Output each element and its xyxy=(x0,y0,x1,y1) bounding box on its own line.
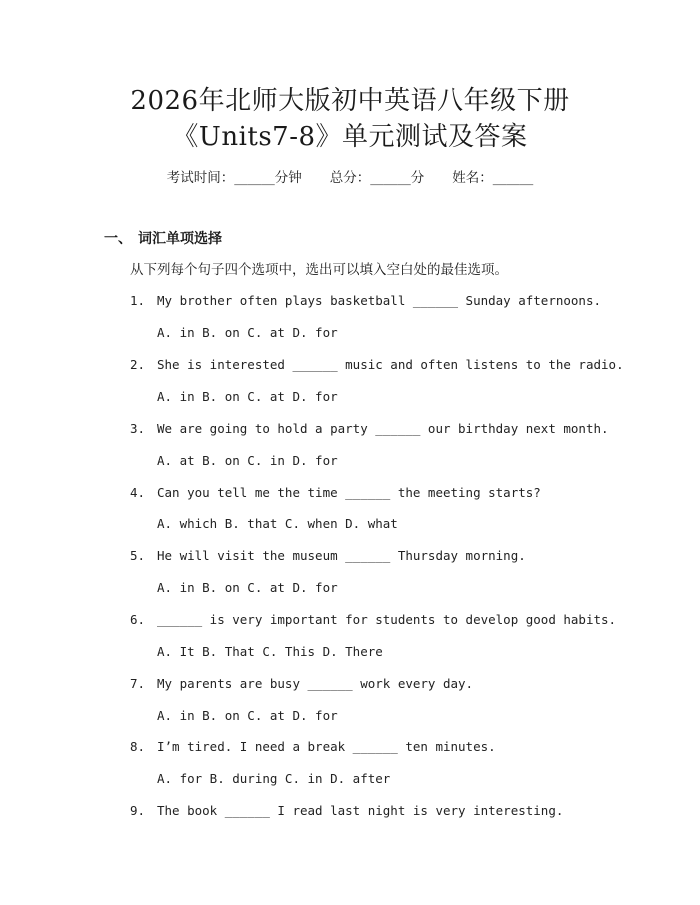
question-6-options: A. It B. That C. This D. There xyxy=(157,644,383,659)
question-number: 5. xyxy=(130,548,146,563)
question-5-options: A. in B. on C. at D. for xyxy=(157,580,338,595)
question-text: My parents are busy ______ work every day. xyxy=(157,676,474,691)
question-2-options: A. in B. on C. at D. for xyxy=(157,389,338,404)
question-1-options: A. in B. on C. at D. for xyxy=(157,325,338,340)
question-8-options: A. for B. during C. in D. after xyxy=(157,771,391,786)
question-text: The book ______ I read last night is very interesting. xyxy=(157,803,564,818)
question-text: I’m tired. I need a break ______ ten minutes. xyxy=(157,739,496,754)
question-number: 9. xyxy=(130,803,146,818)
question-2 xyxy=(130,356,624,374)
section-number: 一、 xyxy=(104,231,132,247)
question-number: 6. xyxy=(130,612,146,627)
question-text: My brother often plays basketball ______ Sunday afternoons. xyxy=(157,293,602,308)
question-6 xyxy=(130,611,616,629)
exam-time-field: 考试时间：______分钟 xyxy=(166,170,302,186)
question-text: Can you tell me the time ______ the meeting starts? xyxy=(157,485,541,500)
question-text: She is interested ______ music and often listens to the radio. xyxy=(157,357,624,372)
question-4-options: A. which B. that C. when D. what xyxy=(157,516,398,531)
question-number: 1. xyxy=(130,293,146,308)
question-text: He will visit the museum ______ Thursday morning. xyxy=(157,548,526,563)
question-7-options: A. in B. on C. at D. for xyxy=(157,708,338,723)
question-5 xyxy=(130,547,526,565)
total-score-field: 总分：______分 xyxy=(329,170,425,186)
document-title-line2: 《Units7-8》单元测试及答案 xyxy=(172,122,528,152)
question-8 xyxy=(130,738,496,756)
question-4 xyxy=(130,484,541,502)
section-heading xyxy=(104,229,222,249)
question-number: 2. xyxy=(130,357,146,372)
question-9 xyxy=(130,802,563,820)
question-number: 7. xyxy=(130,676,146,691)
student-name-field: 姓名：______ xyxy=(452,170,534,186)
exam-info xyxy=(0,168,700,188)
section-instruction: 从下列每个句子四个选项中，选出可以填入空白处的最佳选项。 xyxy=(130,262,508,278)
question-number: 8. xyxy=(130,739,146,754)
question-3 xyxy=(130,420,609,438)
question-7 xyxy=(130,675,473,693)
question-1 xyxy=(130,292,601,310)
question-text: ______ is very important for students to develop good habits. xyxy=(157,612,617,627)
document-title-line1: 2026年北师大版初中英语八年级下册 xyxy=(130,86,570,116)
question-text: We are going to hold a party ______ our birthday next month. xyxy=(157,421,609,436)
question-number: 4. xyxy=(130,485,146,500)
question-number: 3. xyxy=(130,421,146,436)
section-title: 词汇单项选择 xyxy=(138,231,222,247)
question-3-options: A. at B. on C. in D. for xyxy=(157,453,338,468)
